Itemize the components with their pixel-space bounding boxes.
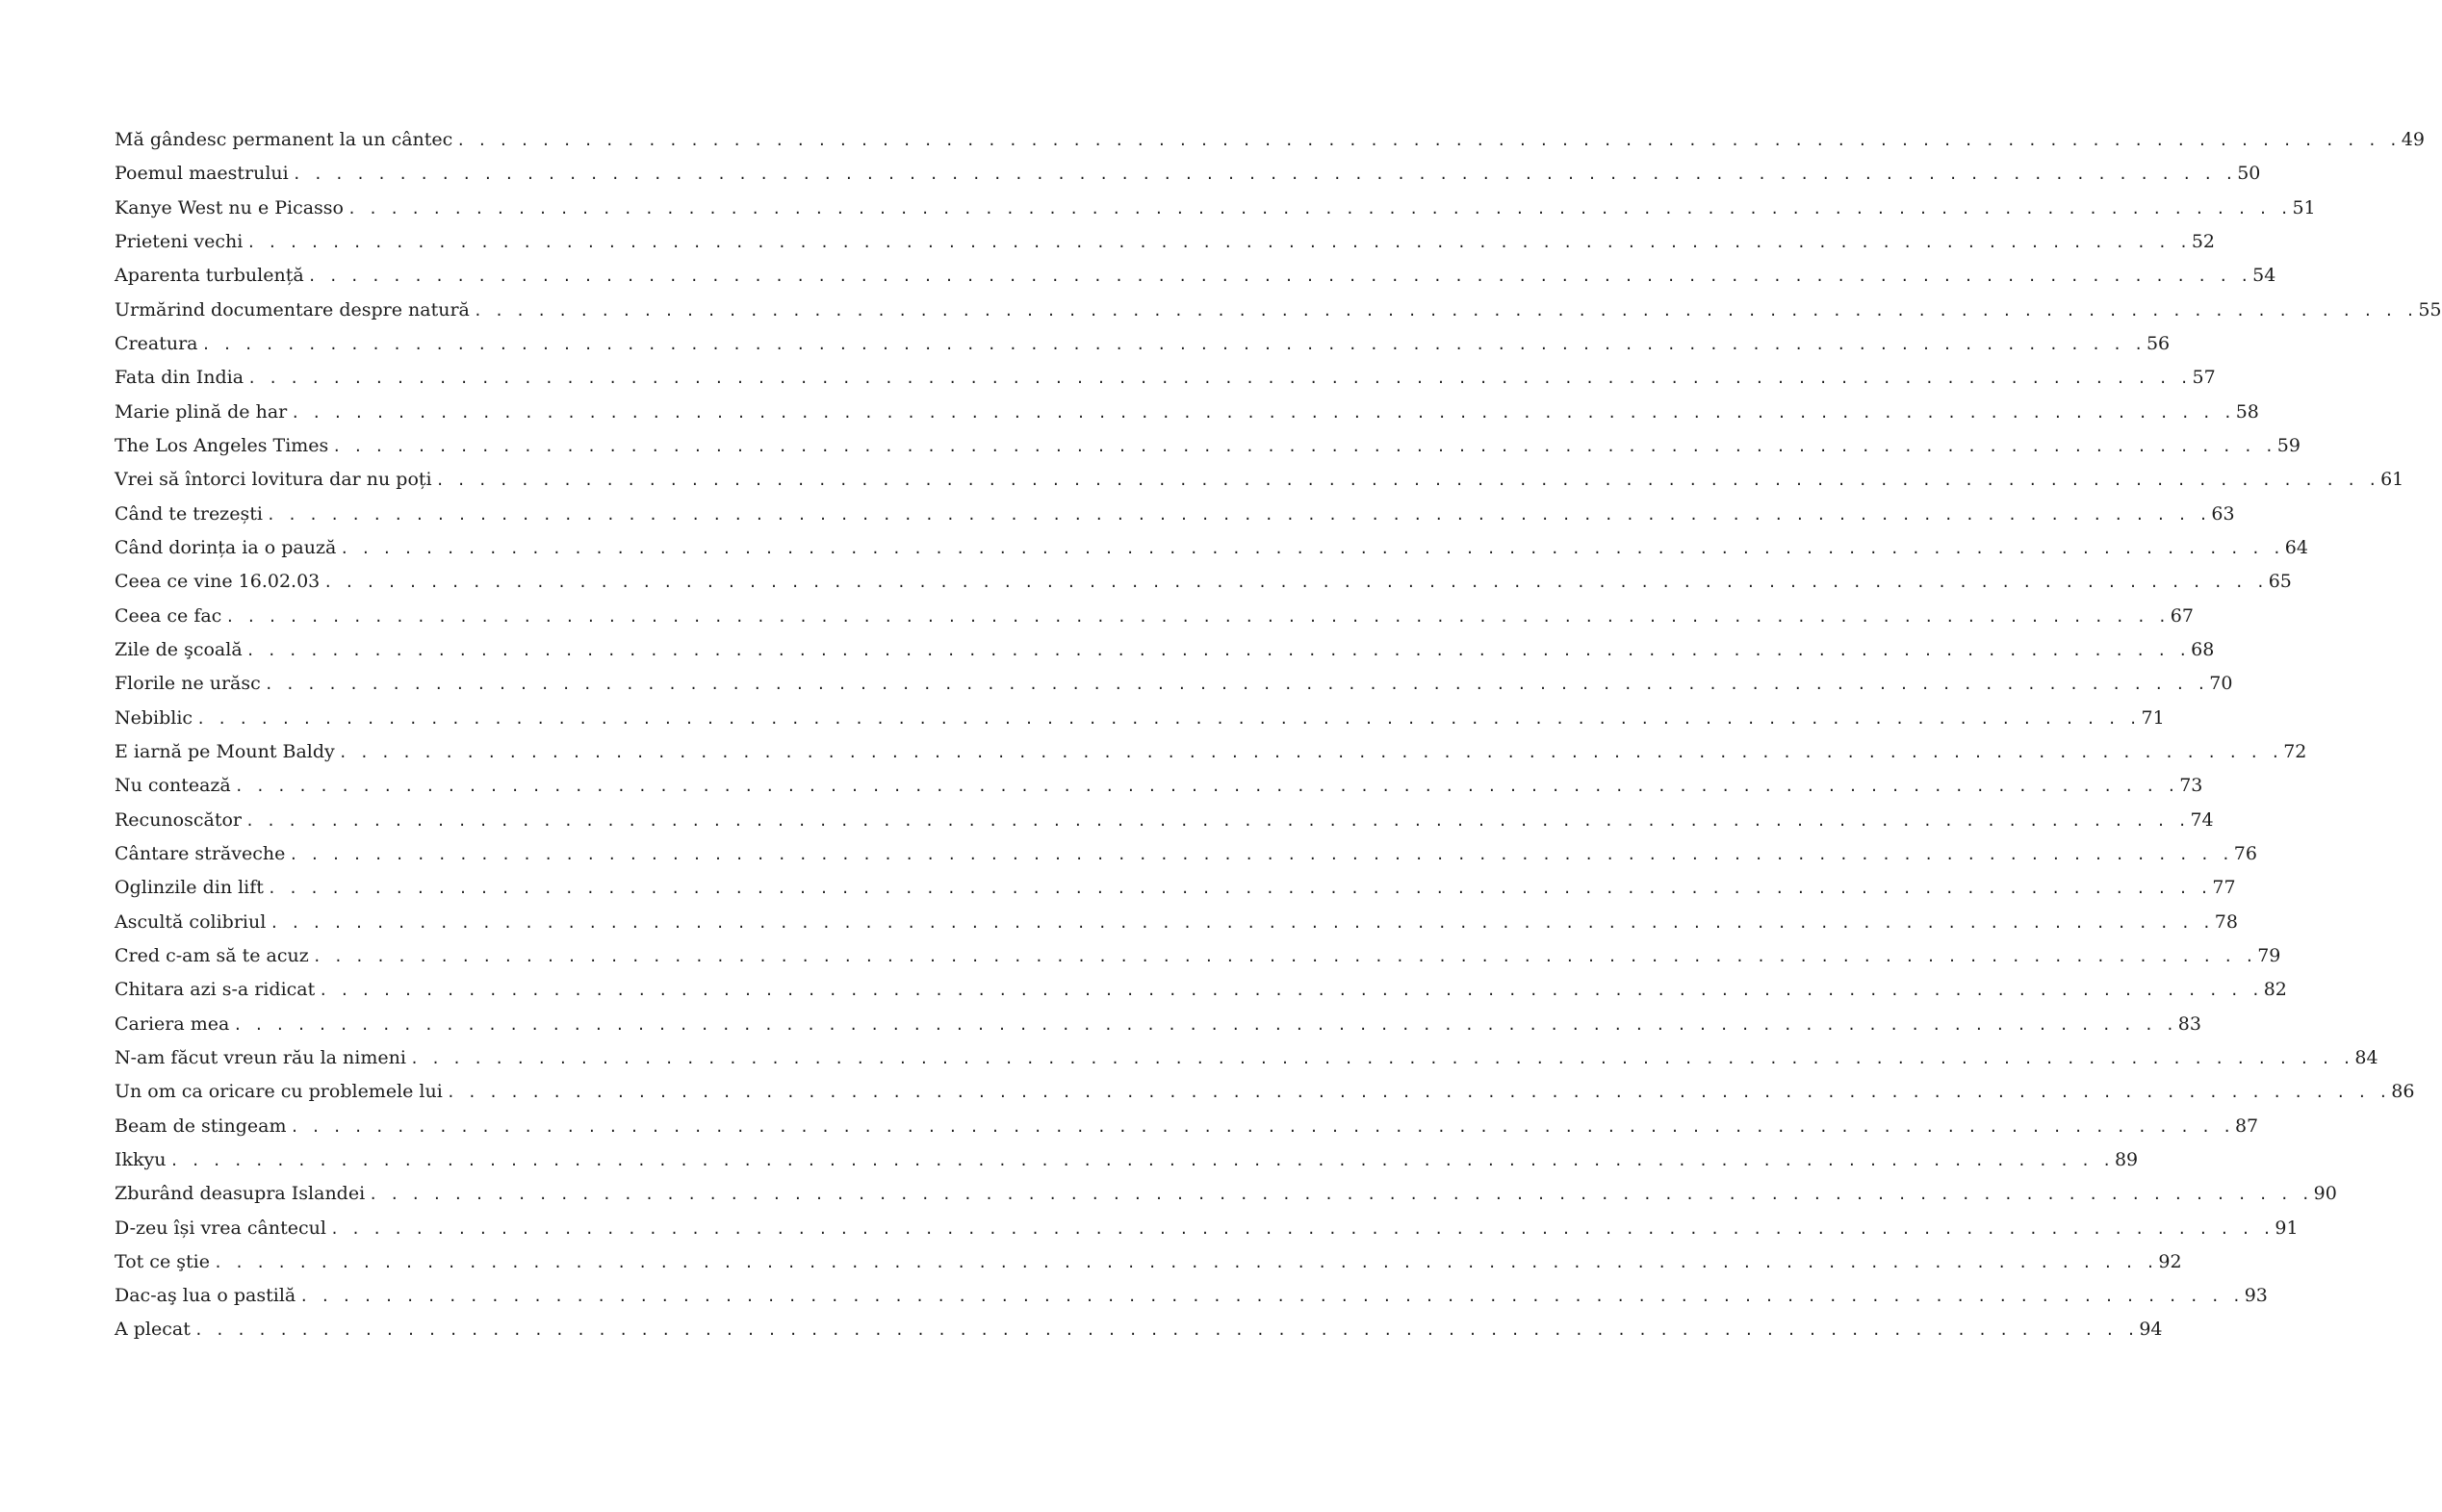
dot-leader: . . . . . . . . . . . . . . . . . . . . . . . . . . . . . . . . . . . . . . . . . . . . . . . . . . . . . . . . . . . . . . . . . . . . . . . . . . . . . . . . . . . . . . . . . . . . (435, 472, 2379, 490)
dot-leader: . . . . . . . . . . . . . . . . . . . . . . . . . . . . . . . . . . . . . . . . . . . . . . . . . . . . . . . . . . . . . . . . . . . . . . . . . . . . . . . . . . . . . . . . . . . . (409, 1049, 2353, 1067)
toc-entry (115, 463, 2404, 497)
toc-entry-page-number: 68 (2191, 638, 2215, 660)
toc-entry-page-number: 65 (2268, 571, 2292, 593)
toc-entry-title: Cântare străveche (115, 837, 289, 871)
toc-entry-page-number: 61 (2380, 469, 2404, 491)
toc-entry-title: Poemul maestrului (115, 157, 293, 191)
toc-entry-page-number: 50 (2237, 163, 2261, 185)
toc-entry-page-number: 74 (2190, 808, 2214, 831)
toc-entry-page-number: 78 (2214, 910, 2238, 933)
toc-entry-title: Cariera mea (115, 1008, 233, 1041)
toc-entry (115, 157, 2261, 191)
toc-entry-page-number: 56 (2146, 332, 2171, 354)
toc-entry-page-number: 52 (2191, 230, 2215, 252)
toc-entry-page-number: 91 (2275, 1217, 2299, 1239)
toc-entry-title: Recunoscător (115, 804, 245, 837)
toc-entry (115, 871, 2236, 905)
dot-leader: . . . . . . . . . . . . . . . . . . . . . . . . . . . . . . . . . . . . . . . . . . . . . . . . . . . . . . . . . . . . . . . . . . . . . . . . . . . . . . . . . . . . . . . . . . . . (329, 1219, 2274, 1238)
toc-entry (115, 192, 2316, 225)
toc-entry-title: Când te trezești (115, 498, 267, 531)
dot-leader: . . . . . . . . . . . . . . . . . . . . . . . . . . . . . . . . . . . . . . . . . . . . . . . . . . . . . . . . . . . . . . . . . . . . . . . . . . . . . . . . . . . . . . . . . . . . (312, 947, 2256, 965)
toc-entry-title: Dac-aş lua o pastilă (115, 1279, 299, 1313)
dot-leader: . . . . . . . . . . . . . . . . . . . . . . . . . . . . . . . . . . . . . . . . . . . . . . . . . . . . . . . . . . . . . . . . . . . . . . . . . . . . . . . . . . . . . . . . . . . . (456, 132, 2400, 149)
toc-entry (115, 939, 2281, 973)
dot-leader: . . . . . . . . . . . . . . . . . . . . . . . . . . . . . . . . . . . . . . . . . . . . . . . . . . . . . . . . . . . . . . . . . . . . . . . . . . . . . . . . . . . . . . . . . . . . (201, 335, 2146, 353)
toc-entry (115, 600, 2194, 633)
toc-entry (115, 973, 2287, 1007)
toc-entry-page-number: 54 (2252, 265, 2276, 287)
toc-entry-page-number: 51 (2292, 196, 2316, 218)
dot-leader: . . . . . . . . . . . . . . . . . . . . . . . . . . . . . . . . . . . . . . . . . . . . . . . . . . . . . . . . . . . . . . . . . . . . . . . . . . . . . . . . . . . . . . . . . . . . (234, 778, 2178, 796)
dot-leader: . . . . . . . . . . . . . . . . . . . . . . . . . . . . . . . . . . . . . . . . . . . . . . . . . . . . . . . . . . . . . . . . . . . . . . . . . . . . . . . . . . . . . . . . . . . . (332, 437, 2275, 455)
toc-entry-title: Ascultă colibriul (115, 906, 270, 939)
toc-entry (115, 1313, 2163, 1346)
toc-entry-title: A plecat (115, 1313, 194, 1346)
toc-entry (115, 225, 2215, 259)
toc-entry (115, 565, 2292, 599)
dot-leader: . . . . . . . . . . . . . . . . . . . . . . . . . . . . . . . . . . . . . . . . . . . . . . . . . . . . . . . . . . . . . . . . . . . . . . . . . . . . . . . . . . . . . . . . . . . . (270, 913, 2213, 932)
dot-leader: . . . . . . . . . . . . . . . . . . . . . . . . . . . . . . . . . . . . . . . . . . . . . . . . . . . . . . . . . . . . . . . . . . . . . . . . . . . . . . . . . . . . . . . . . . . . (340, 539, 2283, 557)
toc-entry-title: Fata din India (115, 361, 247, 395)
toc-entry (115, 1110, 2259, 1143)
toc-entry-title: Kanye West nu e Picasso (115, 192, 347, 225)
toc-entry-page-number: 57 (2192, 367, 2216, 389)
toc-entry-title: The Los Angeles Times (115, 429, 332, 463)
toc-entry (115, 1245, 2182, 1279)
toc-entry-title: Zburând deasupra Islandei (115, 1177, 369, 1211)
dot-leader: . . . . . . . . . . . . . . . . . . . . . . . . . . . . . . . . . . . . . . . . . . . . . . . . . . . . . . . . . . . . . . . . . . . . . . . . . . . . . . . . . . . . . . . . . . . . (245, 641, 2190, 659)
toc-entry-page-number: 58 (2235, 400, 2259, 423)
toc-entry-title: N-am făcut vreun rău la nimeni (115, 1041, 410, 1075)
toc-entry-page-number: 83 (2177, 1012, 2201, 1035)
dot-leader: . . . . . . . . . . . . . . . . . . . . . . . . . . . . . . . . . . . . . . . . . . . . . . . . . . . . . . . . . . . . . . . . . . . . . . . . . . . . . . . . . . . . . . . . . . . . (307, 268, 2251, 286)
toc-entry-page-number: 59 (2276, 434, 2301, 456)
dot-leader: . . . . . . . . . . . . . . . . . . . . . . . . . . . . . . . . . . . . . . . . . . . . . . . . . . . . . . . . . . . . . . . . . . . . . . . . . . . . . . . . . . . . . . . . . . . . (264, 676, 2208, 694)
dot-leader: . . . . . . . . . . . . . . . . . . . . . . . . . . . . . . . . . . . . . . . . . . . . . . . . . . . . . . . . . . . . . . . . . . . . . . . . . . . . . . . . . . . . . . . . . . . . (291, 403, 2234, 422)
toc-entry-page-number: 94 (2139, 1319, 2163, 1341)
toc-entry (115, 1041, 2378, 1075)
dot-leader: . . . . . . . . . . . . . . . . . . . . . . . . . . . . . . . . . . . . . . . . . . . . . . . . . . . . . . . . . . . . . . . . . . . . . . . . . . . . . . . . . . . . . . . . . . . . (196, 709, 2140, 728)
toc-entry-title: Aparenta turbulență (115, 259, 308, 293)
toc-entry-page-number: 90 (2313, 1183, 2337, 1205)
dot-leader: . . . . . . . . . . . . . . . . . . . . . . . . . . . . . . . . . . . . . . . . . . . . . . . . . . . . . . . . . . . . . . . . . . . . . . . . . . . . . . . . . . . . . . . . . . . . (323, 574, 2267, 592)
toc-entry-page-number: 84 (2354, 1046, 2378, 1068)
dot-leader: . . . . . . . . . . . . . . . . . . . . . . . . . . . . . . . . . . . . . . . . . . . . . . . . . . . . . . . . . . . . . . . . . . . . . . . . . . . . . . . . . . . . . . . . . . . . (292, 166, 2236, 184)
toc-entry-title: Ceea ce vine 16.02.03 (115, 565, 323, 599)
dot-leader: . . . . . . . . . . . . . . . . . . . . . . . . . . . . . . . . . . . . . . . . . . . . . . . . . . . . . . . . . . . . . . . . . . . . . . . . . . . . . . . . . . . . . . . . . . . . (473, 301, 2417, 320)
toc-entry (115, 327, 2171, 361)
toc-entry-title: Zile de şcoală (115, 633, 246, 667)
toc-entry-page-number: 49 (2401, 129, 2425, 150)
toc-entry-title: Cred c-am să te acuz (115, 939, 313, 973)
toc-entry (115, 769, 2203, 803)
toc-entry (115, 123, 2425, 157)
toc-entry-page-number: 73 (2179, 775, 2203, 797)
dot-leader: . . . . . . . . . . . . . . . . . . . . . . . . . . . . . . . . . . . . . . . . . . . . . . . . . . . . . . . . . . . . . . . . . . . . . . . . . . . . . . . . . . . . . . . . . . . . (213, 1253, 2157, 1271)
toc-entry-page-number: 79 (2257, 944, 2281, 966)
dot-leader: . . . . . . . . . . . . . . . . . . . . . . . . . . . . . . . . . . . . . . . . . . . . . . . . . . . . . . . . . . . . . . . . . . . . . . . . . . . . . . . . . . . . . . . . . . . . (319, 982, 2262, 1000)
dot-leader: . . . . . . . . . . . . . . . . . . . . . . . . . . . . . . . . . . . . . . . . . . . . . . . . . . . . . . . . . . . . . . . . . . . . . . . . . . . . . . . . . . . . . . . . . . . . (246, 233, 2190, 251)
dot-leader: . . . . . . . . . . . . . . . . . . . . . . . . . . . . . . . . . . . . . . . . . . . . . . . . . . . . . . . . . . . . . . . . . . . . . . . . . . . . . . . . . . . . . . . . . . . . (233, 1015, 2176, 1034)
toc-entry-title: E iarnă pe Mount Baldy (115, 735, 339, 769)
dot-leader: . . . . . . . . . . . . . . . . . . . . . . . . . . . . . . . . . . . . . . . . . . . . . . . . . . . . . . . . . . . . . . . . . . . . . . . . . . . . . . . . . . . . . . . . . . . . (225, 607, 2169, 626)
dot-leader: . . . . . . . . . . . . . . . . . . . . . . . . . . . . . . . . . . . . . . . . . . . . . . . . . . . . . . . . . . . . . . . . . . . . . . . . . . . . . . . . . . . . . . . . . . . . (267, 880, 2211, 898)
toc-entry-page-number: 67 (2170, 604, 2194, 627)
toc-entry-title: Nebiblic (115, 702, 196, 735)
toc-entry (115, 1279, 2268, 1313)
dot-leader: . . . . . . . . . . . . . . . . . . . . . . . . . . . . . . . . . . . . . . . . . . . . . . . . . . . . . . . . . . . . . . . . . . . . . . . . . . . . . . . . . . . . . . . . . . . . (193, 1321, 2138, 1340)
toc-entry-page-number: 92 (2158, 1250, 2182, 1272)
toc-entry (115, 1075, 2415, 1109)
toc-entry (115, 361, 2216, 395)
toc-entry-title: Mă gândesc permanent la un cântec (115, 123, 456, 157)
toc-entry-title: Ikkyu (115, 1143, 170, 1177)
dot-leader: . . . . . . . . . . . . . . . . . . . . . . . . . . . . . . . . . . . . . . . . . . . . . . . . . . . . . . . . . . . . . . . . . . . . . . . . . . . . . . . . . . . . . . . . . . . . (289, 845, 2232, 863)
dot-leader: . . . . . . . . . . . . . . . . . . . . . . . . . . . . . . . . . . . . . . . . . . . . . . . . . . . . . . . . . . . . . . . . . . . . . . . . . . . . . . . . . . . . . . . . . . . . (247, 370, 2191, 388)
table-of-contents (115, 123, 2442, 1347)
toc-entry-title: Chitara azi s-a ridicat (115, 973, 319, 1007)
dot-leader: . . . . . . . . . . . . . . . . . . . . . . . . . . . . . . . . . . . . . . . . . . . . . . . . . . . . . . . . . . . . . . . . . . . . . . . . . . . . . . . . . . . . . . . . . . . . (299, 1288, 2243, 1306)
toc-entry-page-number: 63 (2211, 502, 2235, 525)
dot-leader: . . . . . . . . . . . . . . . . . . . . . . . . . . . . . . . . . . . . . . . . . . . . . . . . . . . . . . . . . . . . . . . . . . . . . . . . . . . . . . . . . . . . . . . . . . . . (369, 1186, 2312, 1204)
toc-entry (115, 259, 2276, 293)
toc-entry-page-number: 93 (2244, 1285, 2268, 1307)
toc-entry (115, 702, 2165, 735)
toc-entry (115, 531, 2308, 565)
toc-entry-title: Când dorința ia o pauză (115, 531, 340, 565)
toc-entry-title: Oglinzile din lift (115, 871, 268, 905)
dot-leader: . . . . . . . . . . . . . . . . . . . . . . . . . . . . . . . . . . . . . . . . . . . . . . . . . . . . . . . . . . . . . . . . . . . . . . . . . . . . . . . . . . . . . . . . . . . . (347, 199, 2291, 218)
toc-entry-page-number: 77 (2212, 877, 2236, 899)
toc-entry-title: Creatura (115, 327, 201, 361)
toc-entry-title: D-zeu își vrea cântecul (115, 1212, 330, 1245)
toc-entry (115, 1143, 2139, 1177)
toc-entry-title: Beam de stingeam (115, 1110, 291, 1143)
toc-entry-title: Marie plină de har (115, 396, 291, 429)
toc-entry-page-number: 76 (2233, 842, 2257, 864)
toc-entry-page-number: 55 (2418, 298, 2442, 320)
toc-entry-title: Vrei să întorci lovitura dar nu poți (115, 463, 436, 497)
toc-entry (115, 1177, 2337, 1211)
dot-leader: . . . . . . . . . . . . . . . . . . . . . . . . . . . . . . . . . . . . . . . . . . . . . . . . . . . . . . . . . . . . . . . . . . . . . . . . . . . . . . . . . . . . . . . . . . . . (446, 1084, 2390, 1102)
toc-entry (115, 396, 2259, 429)
toc-entry (115, 906, 2238, 939)
toc-entry-title: Ceea ce fac (115, 600, 225, 633)
dot-leader: . . . . . . . . . . . . . . . . . . . . . . . . . . . . . . . . . . . . . . . . . . . . . . . . . . . . . . . . . . . . . . . . . . . . . . . . . . . . . . . . . . . . . . . . . . . . (290, 1117, 2234, 1136)
toc-entry-title: Un om ca oricare cu problemele lui (115, 1075, 447, 1109)
toc-entry-title: Florile ne urăsc (115, 667, 265, 701)
toc-entry (115, 294, 2442, 327)
toc-entry-page-number: 72 (2283, 740, 2307, 762)
toc-entry-title: Nu contează (115, 769, 235, 803)
toc-entry-title: Tot ce ştie (115, 1245, 214, 1279)
toc-entry (115, 804, 2214, 837)
toc-entry-page-number: 89 (2114, 1148, 2139, 1170)
toc-entry-title: Urmărind documentare despre natură (115, 294, 474, 327)
dot-leader: . . . . . . . . . . . . . . . . . . . . . . . . . . . . . . . . . . . . . . . . . . . . . . . . . . . . . . . . . . . . . . . . . . . . . . . . . . . . . . . . . . . . . . . . . . . . (244, 811, 2189, 830)
toc-entry (115, 837, 2257, 871)
toc-entry (115, 1008, 2201, 1041)
toc-entry-page-number: 71 (2141, 706, 2165, 729)
toc-entry (115, 498, 2235, 531)
toc-entry-page-number: 70 (2209, 673, 2233, 695)
dot-leader: . . . . . . . . . . . . . . . . . . . . . . . . . . . . . . . . . . . . . . . . . . . . . . . . . . . . . . . . . . . . . . . . . . . . . . . . . . . . . . . . . . . . . . . . . . . . (266, 505, 2210, 524)
toc-entry-page-number: 87 (2234, 1115, 2259, 1137)
dot-leader: . . . . . . . . . . . . . . . . . . . . . . . . . . . . . . . . . . . . . . . . . . . . . . . . . . . . . . . . . . . . . . . . . . . . . . . . . . . . . . . . . . . . . . . . . . . . (169, 1151, 2114, 1169)
toc-entry (115, 429, 2301, 463)
toc-entry-title: Prieteni vechi (115, 225, 246, 259)
toc-entry-page-number: 86 (2391, 1081, 2415, 1103)
toc-entry (115, 1212, 2299, 1245)
toc-entry (115, 667, 2233, 701)
toc-entry-page-number: 82 (2263, 979, 2287, 1001)
dot-leader: . . . . . . . . . . . . . . . . . . . . . . . . . . . . . . . . . . . . . . . . . . . . . . . . . . . . . . . . . . . . . . . . . . . . . . . . . . . . . . . . . . . . . . . . . . . . (338, 743, 2282, 761)
toc-entry (115, 633, 2215, 667)
toc-entry-page-number: 64 (2284, 536, 2308, 558)
toc-entry (115, 735, 2307, 769)
